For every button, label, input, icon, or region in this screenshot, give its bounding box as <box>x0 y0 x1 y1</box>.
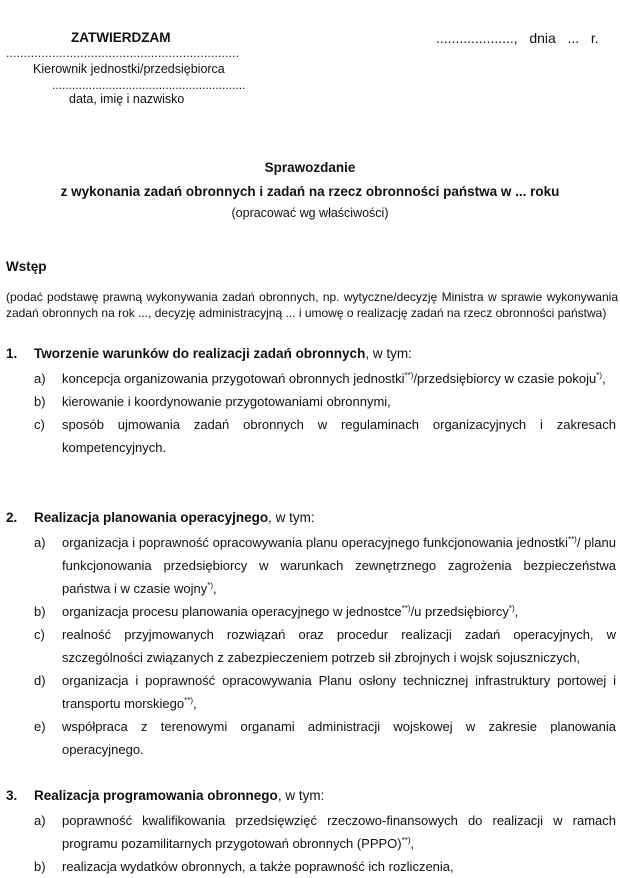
item-text: koncepcja organizowania przygotowań obronnych jednostki <box>62 371 405 386</box>
footnote-mark: *) <box>207 581 214 590</box>
role-label: Kierownik jednostki/przedsiębiorca <box>33 62 225 76</box>
document-subtitle: z wykonania zadań obronnych i zadań na rzecz obronności państwa w ... roku <box>60 184 560 199</box>
item-letter: d) <box>34 673 46 688</box>
item-text: , <box>602 371 606 386</box>
item-letter: b) <box>34 604 46 619</box>
item-text: /u przedsiębiorcy <box>410 604 509 619</box>
footnote-mark: **) <box>184 696 194 705</box>
item-letter: a) <box>34 371 46 386</box>
section-suffix: , w tym: <box>277 788 325 803</box>
item-text: kierowanie i koordynowanie przygotowaniami obronnymi, <box>62 394 391 409</box>
footnote-mark: **) <box>401 836 411 845</box>
item-letter: b) <box>34 859 46 874</box>
section-title: Realizacja planowania operacyjnego <box>34 510 269 525</box>
list-item <box>0 669 620 715</box>
footnote-mark: *) <box>508 604 515 613</box>
list-item <box>0 855 620 878</box>
section-heading <box>0 345 620 363</box>
list-item <box>0 600 620 623</box>
footnote-mark: **) <box>567 535 577 544</box>
document-title: Sprawozdanie <box>264 160 356 175</box>
footnote-mark: **) <box>401 604 411 613</box>
item-letter: e) <box>34 719 46 734</box>
item-text: współpraca z terenowymi organami administracji wojskowej w zakresie planowania operacyjnego. <box>62 719 616 757</box>
list-item <box>0 623 620 669</box>
approval-heading: ZATWIERDZAM <box>71 30 171 45</box>
section-title: Realizacja programowania obronnego <box>34 788 278 803</box>
list-item <box>0 390 620 413</box>
item-letter: a) <box>34 535 46 550</box>
item-text: organizacja procesu planowania operacyjnego w jednostce <box>62 604 402 619</box>
signature-dotted-line: .................................................................. <box>6 46 240 60</box>
footnote-mark: *) <box>596 371 603 380</box>
item-text: / planu funkcjonowania przedsiębiorcy w warunkach zewnętrznego zagrożenia bezpieczeństwa państwa i w czasie wojny <box>62 535 616 596</box>
item-letter: b) <box>34 394 46 409</box>
name-dotted-line: .......................................................... <box>52 78 246 92</box>
item-text: , <box>514 604 519 619</box>
item-text: poprawność kwalifikowania przedsięwzięć rzeczowo-finansowych do realizacji w ramach programu pozamilitarnych przygotowań obronnych (PPPO) <box>62 813 616 851</box>
item-letter: c) <box>34 627 45 642</box>
item-letter: a) <box>34 813 46 828</box>
section-heading <box>0 509 620 527</box>
item-text: , <box>410 836 415 851</box>
section-suffix: , w tym: <box>268 510 315 525</box>
date-line: ...................., dnia ... r. <box>436 30 599 46</box>
item-text: /przedsiębiorcy w czasie pokoju <box>413 371 597 386</box>
section-number: 3. <box>6 788 18 803</box>
intro-text: (podać podstawę prawną wykonywania zadań obronnych, np. wytyczne/decyzję Ministra w sprawie wykonywania zadań obronnych na rok ..., decyzję administracyjną ... i umowę o realizację zadań na rzecz obronności państwa) <box>6 290 618 320</box>
section-number: 1. <box>6 346 18 361</box>
list-item <box>0 413 620 459</box>
section-suffix: , w tym: <box>365 346 412 361</box>
item-text: organizacja i poprawność opracowywania Planu osłony technicznej infrastruktury portowej i transportu morskiego <box>62 673 616 711</box>
section-number: 2. <box>6 510 18 525</box>
section-2 <box>0 509 620 761</box>
intro-heading: Wstęp <box>6 259 47 274</box>
section-3 <box>0 787 620 878</box>
list-item <box>0 809 620 855</box>
section-1 <box>0 345 620 459</box>
section-heading <box>0 787 620 805</box>
footnote-mark: **) <box>404 371 414 380</box>
item-text: , <box>213 581 217 596</box>
item-text: organizacja i poprawność opracowywania planu operacyjnego funkcjonowania jednostki <box>62 535 568 550</box>
section-title: Tworzenie warunków do realizacji zadań obronnych <box>34 346 366 361</box>
document-note: (opracować wg właściwości) <box>231 206 389 220</box>
item-letter: c) <box>34 417 45 432</box>
item-text: realizacja wydatków obronnych, a także poprawność ich rozliczenia, <box>62 859 454 874</box>
list-item <box>0 531 620 600</box>
item-text: , <box>193 696 197 711</box>
list-item <box>0 715 620 761</box>
item-text: realność przyjmowanych rozwiązań oraz procedur realizacji zadań operacyjnych, w szczególności związanych z zabezpieczeniem potrzeb sił zbrojnych i wojsk sojuszniczych, <box>62 627 616 665</box>
list-item <box>0 367 620 390</box>
name-label: data, imię i nazwisko <box>69 92 185 106</box>
item-text: sposób ujmowania zadań obronnych w regulaminach organizacyjnych i zakresach kompetencyjnych. <box>62 417 616 455</box>
